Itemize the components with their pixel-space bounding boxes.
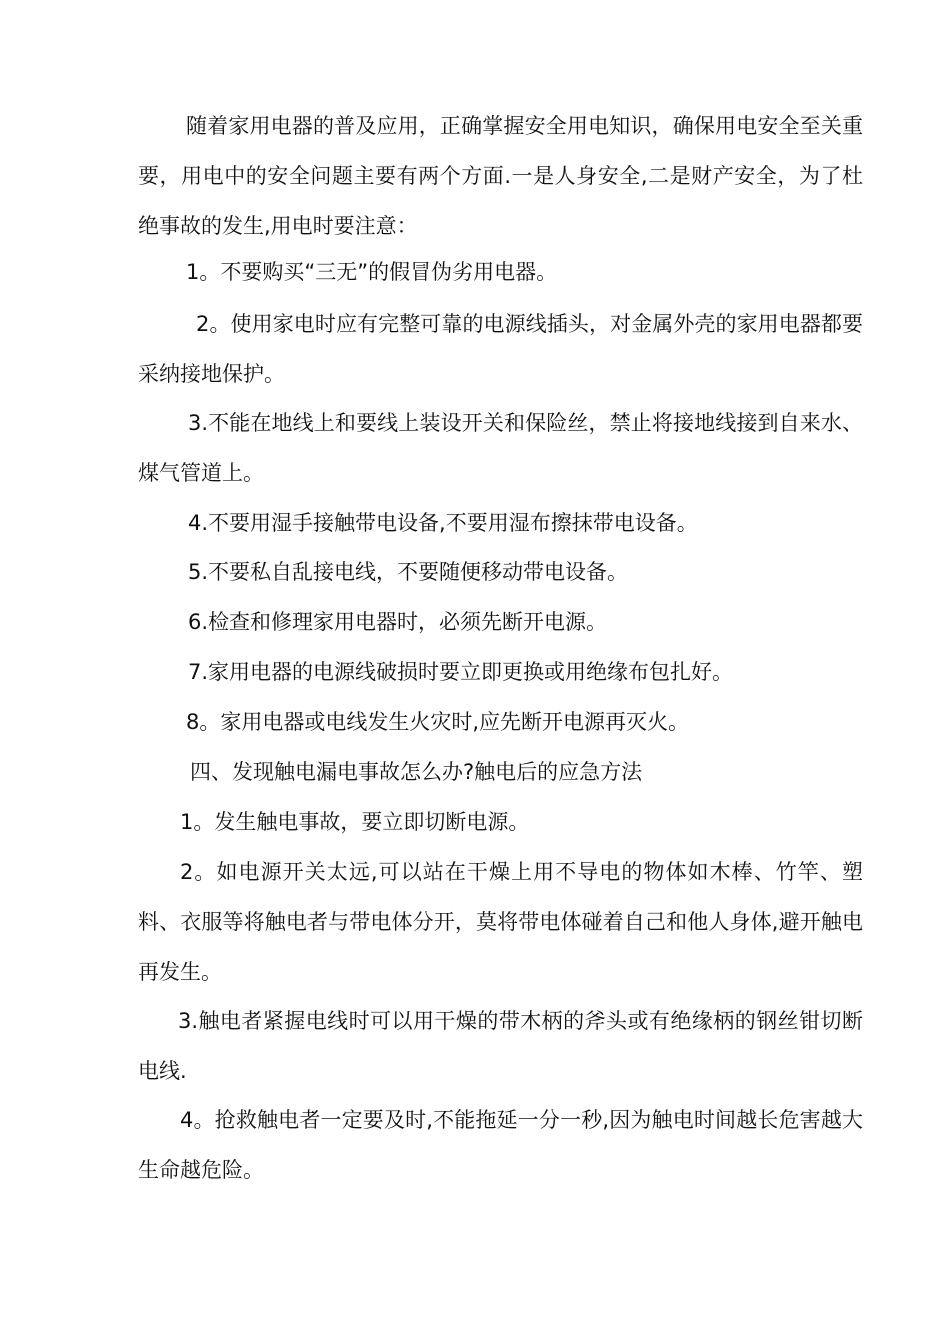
section-heading-4: 四、发现触电漏电事故怎么办?触电后的应急方法 [190,760,643,784]
emergency-step-1: 1。发生触电事故，要立即切断电源。 [180,810,530,834]
precaution-item-1: 1。不要购买“三无”的假冒伪劣用电器。 [186,260,558,284]
precaution-item-4: 4.不要用湿手接触带电设备,不要用湿布擦抹带电设备。 [188,511,698,535]
emergency-step-4: 4。抢救触电者一定要及时,不能拖延一分一秒,因为触电时间越长危害越大生命越危险。 [138,1108,863,1182]
precaution-item-8: 8。家用电器或电线发生火灾时,应先断开电源再灭火。 [186,710,690,734]
emergency-step-2: 2。如电源开关太远,可以站在干燥上用不导电的物体如木棒、竹竿、塑料、衣服等将触电者与带电体分开，莫将带电体碰着自己和他人身体,避开触电再发生。 [138,860,863,984]
precaution-item-5: 5.不要私自乱接电线，不要随便移动带电设备。 [188,560,629,584]
precaution-item-7: 7.家用电器的电源线破损时要立即更换或用绝缘布包扎好。 [188,660,734,684]
emergency-step-3: 3.触电者紧握电线时可以用干燥的带木柄的斧头或有绝缘柄的钢丝钳切断电线. [138,1009,863,1083]
precaution-item-3: 3.不能在地线上和要线上装设开关和保险丝，禁止将接地线接到自来水、煤气管道上。 [138,411,863,485]
precaution-item-6: 6.检查和修理家用电器时，必须先断开电源。 [188,610,608,634]
precaution-item-2: 2。使用家电时应有完整可靠的电源线插头，对金属外壳的家用电器都要采纳接地保护。 [138,312,863,386]
intro-paragraph: 随着家用电器的普及应用，正确掌握安全用电知识，确保用电安全至关重要，用电中的安全问题主要有两个方面.一是人身安全,二是财产安全，为了杜绝事故的发生,用电时要注意： [138,114,863,238]
